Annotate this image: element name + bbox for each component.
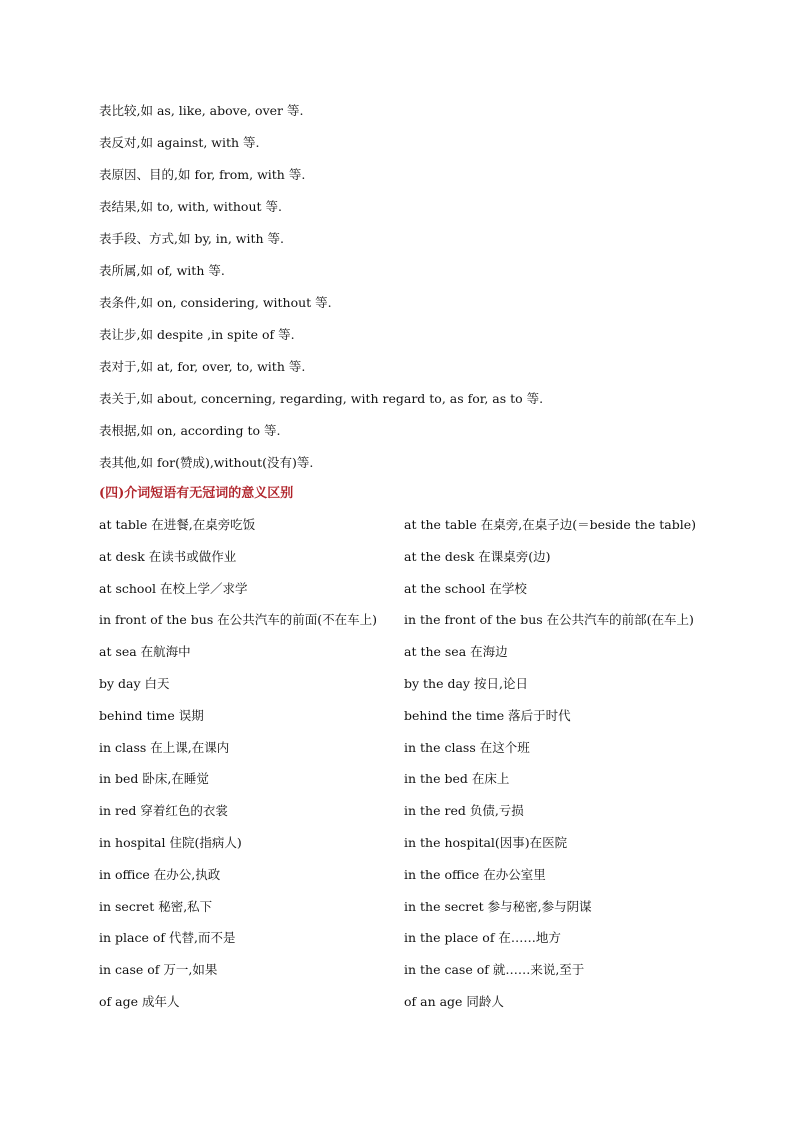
phrase-with-article: in the office 在办公室里 bbox=[404, 866, 546, 882]
pair-row bbox=[99, 579, 739, 611]
pair-row bbox=[99, 992, 739, 1024]
pair-row bbox=[99, 960, 739, 992]
phrase-without-article: in place of 代替,而不是 bbox=[99, 930, 236, 946]
pair-row bbox=[99, 706, 739, 738]
phrase-with-article: in the front of the bus 在公共汽车的前部(在车上) bbox=[404, 612, 694, 628]
pair-row bbox=[99, 610, 739, 642]
phrase-with-article: behind the time 落后于时代 bbox=[404, 707, 571, 723]
pair-row bbox=[99, 674, 739, 706]
phrase-without-article: by day 白天 bbox=[99, 675, 170, 691]
pair-row bbox=[99, 642, 739, 674]
phrase-without-article: at sea 在航海中 bbox=[99, 644, 191, 660]
phrase-with-article: by the day 按日,论日 bbox=[404, 675, 528, 691]
phrase-without-article: in office 在办公,执政 bbox=[99, 866, 221, 882]
section-heading: (四)介词短语有无冠词的意义区别 bbox=[99, 486, 294, 501]
phrase-with-article: in the hospital(因事)在医院 bbox=[404, 834, 568, 850]
phrase-with-article: in the class 在这个班 bbox=[404, 739, 530, 755]
usage-line-condition: 表条件,如 on, considering, without 等. bbox=[99, 295, 332, 310]
pair-row bbox=[99, 865, 739, 897]
usage-line-basis: 表根据,如 on, according to 等. bbox=[99, 423, 281, 438]
usage-line-regarding-to: 表对于,如 at, for, over, to, with 等. bbox=[99, 359, 306, 374]
pair-row bbox=[99, 928, 739, 960]
phrase-with-article: at the school 在学校 bbox=[404, 580, 527, 596]
phrase-without-article: at table 在进餐,在桌旁吃饭 bbox=[99, 517, 256, 532]
phrase-without-article: behind time 误期 bbox=[99, 707, 204, 723]
phrase-without-article: in case of 万一,如果 bbox=[99, 962, 218, 978]
phrase-with-article: in the red 负债,亏损 bbox=[404, 803, 524, 819]
usage-line-other: 表其他,如 for(赞成),without(没有)等. bbox=[99, 455, 314, 470]
phrase-without-article: of age 成年人 bbox=[99, 993, 180, 1009]
phrase-with-article: of an age 同龄人 bbox=[404, 993, 504, 1009]
usage-line-opposition: 表反对,如 against, with 等. bbox=[99, 135, 260, 150]
phrase-with-article: in the bed 在床上 bbox=[404, 771, 510, 787]
phrase-with-article: in the secret 参与秘密,参与阴谋 bbox=[404, 898, 592, 914]
phrase-with-article: at the table 在桌旁,在桌子边(＝beside the table) bbox=[404, 517, 696, 532]
phrase-with-article: at the desk 在课桌旁(边) bbox=[404, 548, 551, 564]
phrase-without-article: in bed 卧床,在睡觉 bbox=[99, 771, 209, 787]
phrase-without-article: in hospital 住院(指病人) bbox=[99, 834, 242, 850]
phrase-with-article: at the sea 在海边 bbox=[404, 644, 508, 660]
usage-line-about: 表关于,如 about, concerning, regarding, with regard to, as for, as to 等. bbox=[99, 391, 544, 406]
phrase-with-article: in the case of 就……来说,至于 bbox=[404, 962, 585, 978]
phrase-without-article: in front of the bus 在公共汽车的前面(不在车上) bbox=[99, 612, 377, 628]
phrase-without-article: in class 在上课,在课内 bbox=[99, 739, 230, 755]
pair-row bbox=[99, 897, 739, 929]
usage-line-result: 表结果,如 to, with, without 等. bbox=[99, 199, 282, 214]
usage-line-means-manner: 表手段、方式,如 by, in, with 等. bbox=[99, 231, 285, 246]
phrase-without-article: in secret 秘密,私下 bbox=[99, 898, 213, 914]
phrase-without-article: at desk 在读书或做作业 bbox=[99, 548, 237, 564]
pair-row bbox=[99, 547, 739, 579]
usage-line-cause-purpose: 表原因、目的,如 for, from, with 等. bbox=[99, 167, 306, 182]
phrase-without-article: at school 在校上学／求学 bbox=[99, 580, 248, 596]
pair-row bbox=[99, 515, 739, 547]
usage-line-possession: 表所属,如 of, with 等. bbox=[99, 263, 225, 278]
phrase-with-article: in the place of 在……地方 bbox=[404, 930, 561, 946]
usage-line-concession: 表让步,如 despite ,in spite of 等. bbox=[99, 327, 295, 342]
article-phrase-pairs bbox=[99, 515, 739, 1024]
pair-row bbox=[99, 801, 739, 833]
pair-row bbox=[99, 769, 739, 801]
phrase-without-article: in red 穿着红色的衣裳 bbox=[99, 803, 228, 819]
usage-line-comparison: 表比较,如 as, like, above, over 等. bbox=[99, 103, 304, 118]
pair-row bbox=[99, 738, 739, 770]
preposition-usage-list bbox=[99, 101, 719, 485]
pair-row bbox=[99, 833, 739, 865]
